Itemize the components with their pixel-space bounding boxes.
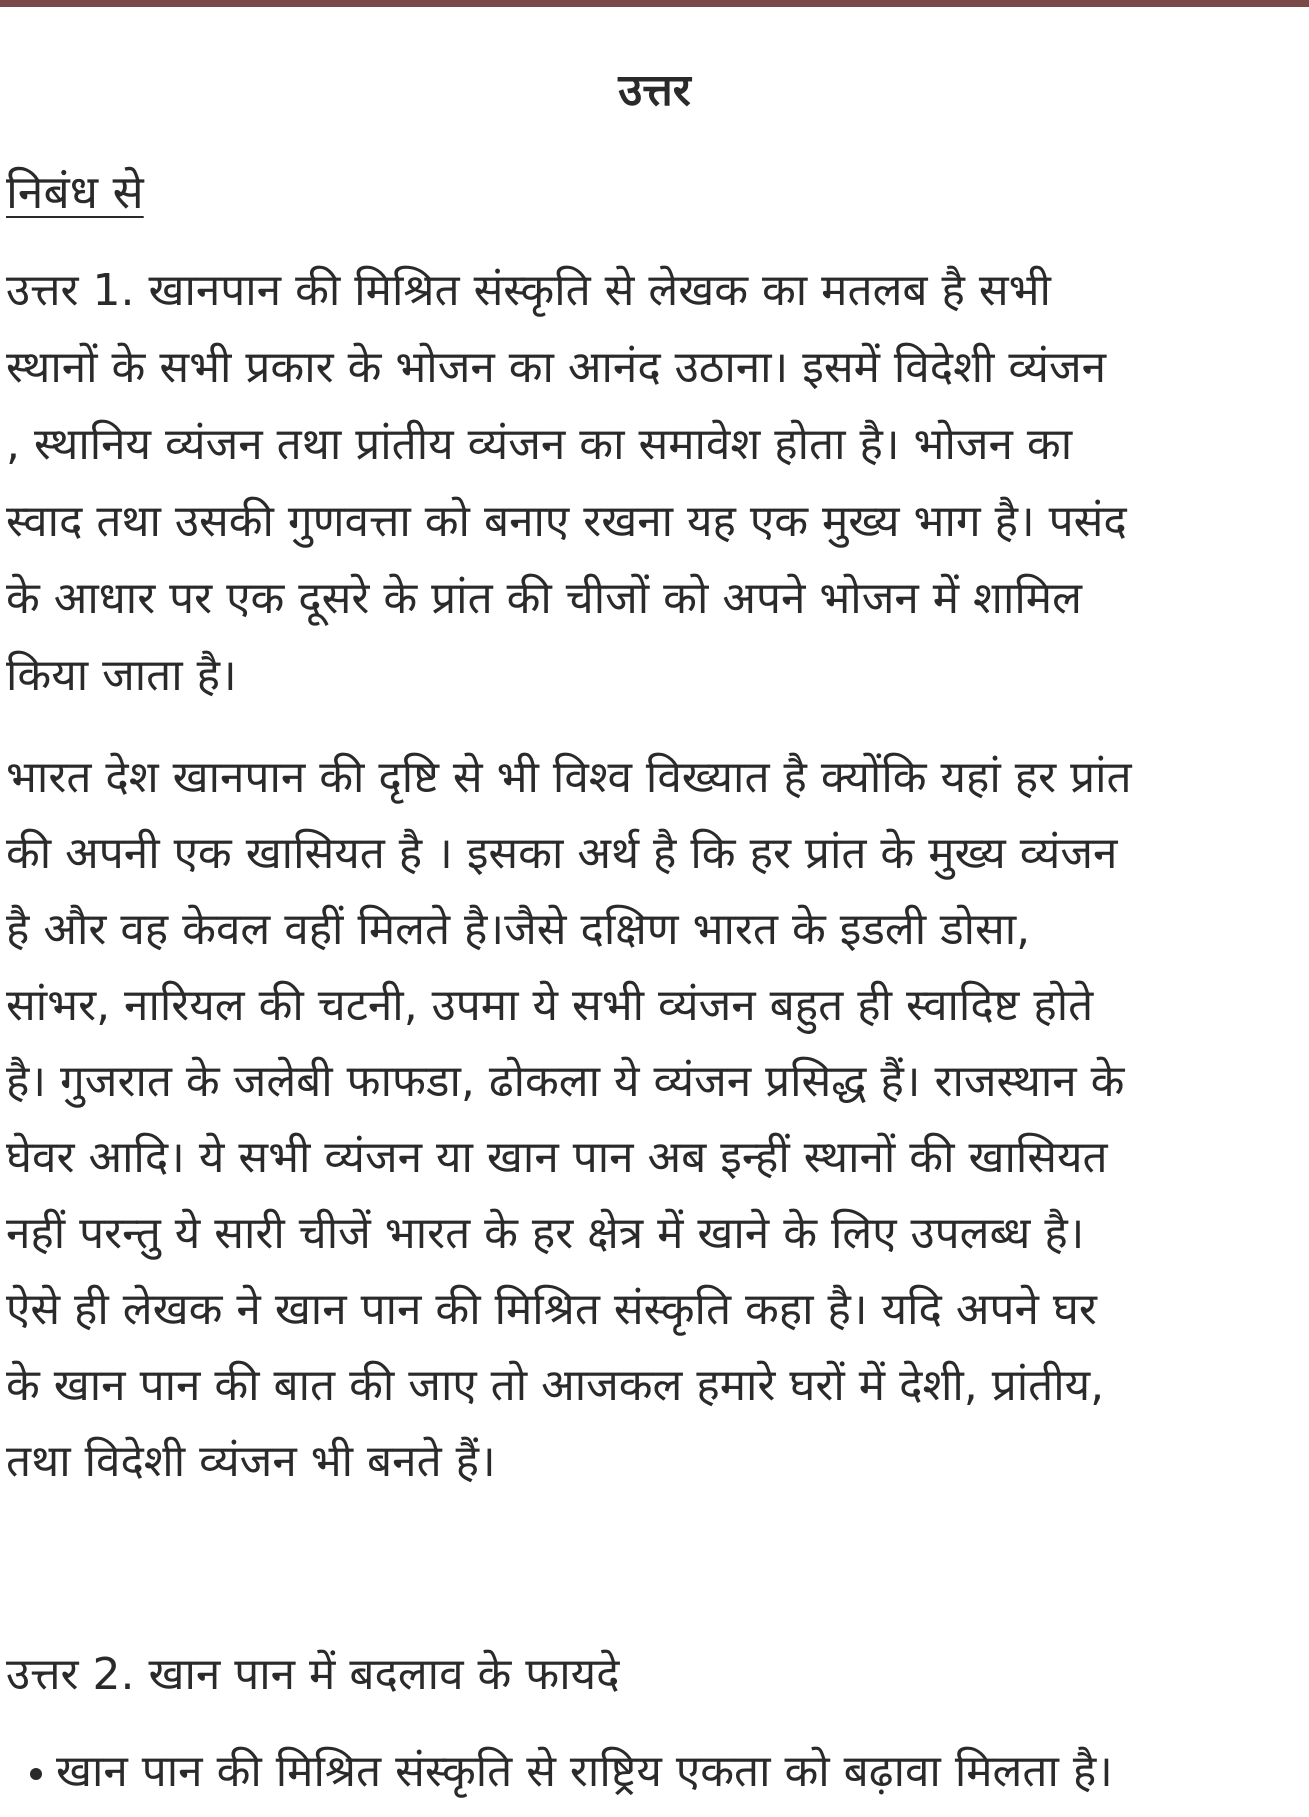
answer2-heading: उत्तर 2. खान पान में बदलाव के फायदे <box>6 1649 620 1700</box>
text-line: उत्तर 1. खानपान की मिश्रित संस्कृति से लेखक का मतलब है सभी <box>6 265 1051 316</box>
text-line: , स्थानिय व्यंजन तथा प्रांतीय व्यंजन का समावेश होता है। भोजन का <box>6 419 1073 470</box>
text-line: ऐसे ही लेखक ने खान पान की मिश्रित संस्कृति कहा है। यदि अपने घर <box>6 1284 1097 1335</box>
bullet-icon <box>30 1768 42 1780</box>
text-line: के खान पान की बात की जाए तो आजकल हमारे घरों में देशी, प्रांतीय, <box>6 1360 1105 1411</box>
text-line: भारत देश खानपान की दृष्टि से भी विश्व विख्यात है क्योंकि यहां हर प्रांत <box>6 752 1132 803</box>
text-line: किया जाता है। <box>6 650 237 701</box>
page-title: उत्तर <box>618 65 691 116</box>
text-line: है और वह केवल वहीं मिलते है।जैसे दक्षिण भारत के इडली डोसा, <box>6 904 1031 955</box>
text-line: सांभर, नारियल की चटनी, उपमा ये सभी व्यंजन बहुत ही स्वादिष्ट होते <box>6 980 1094 1031</box>
text-line: स्वाद तथा उसकी गुणवत्ता को बनाए रखना यह एक मुख्य भाग है। पसंद <box>6 496 1127 547</box>
answer1-paragraph1 <box>6 252 1306 714</box>
text-line: है। गुजरात के जलेबी फाफडा, ढोकला ये व्यंजन प्रसिद्ध हैं। राजस्थान के <box>6 1056 1125 1107</box>
answer1-paragraph2 <box>6 740 1306 1500</box>
text-line: नहीं परन्तु ये सारी चीजें भारत के हर क्षेत्र में खाने के लिए उपलब्ध है। <box>6 1208 1085 1259</box>
bullet-item <box>30 1733 1113 1810</box>
text-line: स्थानों के सभी प्रकार के भोजन का आनंद उठाना। इसमें विदेशी व्यंजन <box>6 342 1107 393</box>
bullet-text: खान पान की मिश्रित संस्कृति से राष्ट्रिय एकता को बढ़ावा मिलता है। <box>56 1746 1113 1797</box>
text-line: तथा विदेशी व्यंजन भी बनते हैं। <box>6 1436 496 1487</box>
text-line: घेवर आदि। ये सभी व्यंजन या खान पान अब इन्हीं स्थानों की खासियत <box>6 1132 1108 1183</box>
text-line: के आधार पर एक दूसरे के प्रांत की चीजों को अपने भोजन में शामिल <box>6 573 1082 624</box>
text-line: की अपनी एक खासियत है । इसका अर्थ है कि हर प्रांत के मुख्य व्यंजन <box>6 828 1118 879</box>
top-bar <box>0 0 1309 7</box>
section-heading: निबंध से <box>6 165 144 219</box>
